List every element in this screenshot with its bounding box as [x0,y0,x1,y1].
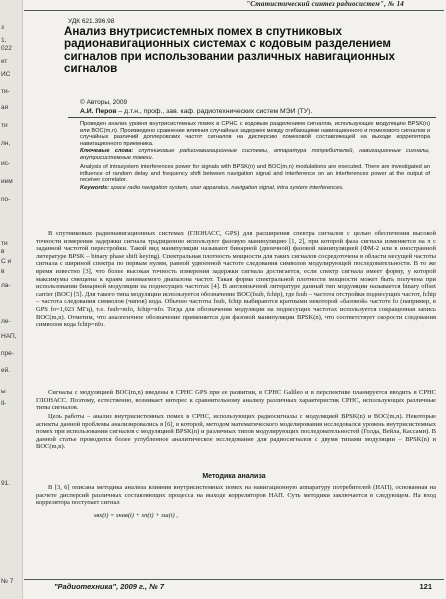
margin-fragment: з [1,24,4,31]
author-name: А.И. Перов [80,108,117,115]
keywords-english [80,185,430,192]
paragraph-boc-signals: Сигналы с модуляцией BOC(m,n) введены в СРНС GPS при ее развитии, в СРНС Galileo и в перспективе планируется вводить в СРНС ГЛОНАСС. Поэтому, естественно, возникает интерес к сравнительному анализу различных характеристик СРНС, использующих различные типы сигналов. [36,389,436,412]
keywords-russian-text: спутниковые радионавигационные системы, аппаратура потребителей, навигационные сигналы, внутрисистемные помехи. [80,148,430,161]
udc-code: УДК 621.396.98 [68,18,115,25]
margin-fragment: пре- [1,350,14,357]
margin-fragment: С и [1,258,12,265]
margin-fragment: лн, [1,140,11,147]
paragraph-method: В [3, 6] описана методика анализа влияния внутрисистемных помех на навигационную аппаратуру потребителей (НАП), основанная на расчете дисперсий различных составляющих процесса на выходе корреляторов НАП. Суть методики заключается в следующем. На вход коррелятора поступает сигнал [36,484,436,507]
margin-fragment: ИС [1,71,11,78]
margin-fragment: ис- [1,160,11,167]
margin-fragment: ая [1,104,9,111]
abstract-russian: Проведен анализ уровня внутрисистемных помех в СРНС с кодовым разделением сигналов, использующих модуляцию BPSK(n) или BOC(m,n). Произведено сравнение влияния случайных задержек между огибающими навигационного и помехового сигналов и случайных различий доплеровских частот сигналов на дисперсию помеховой составляющей на выходе коррелятора навигационного приемника. [80,121,430,147]
margin-fragment: ием [1,178,13,185]
keywords-english-label: Keywords: [80,185,110,191]
article-title: Анализ внутрисистемных помех в спутниковых радионавигационных системах с кодовым разделением сигналов при использовании различных навигационных сигналов [64,25,395,76]
keywords-russian-label: Ключевые слова: [80,148,134,154]
paragraph-goal: Цель работы – анализ внутрисистемных помех в СРНС, использующих радиосигналы с модуляцией BPSK(n) и BOC(m,n). Некоторые аспекты данной проблемы анализировались в [6], в которой, методом математического моделирования исследовался уровень внутрисистемных помех при использовании сигналов с модуляцией BPSK(n) и различных типов модулирующих последовательностей (Голда, Вейла, Кассами). В данной статье проводится более углубленное аналитическое исследование для радиосигналов с двумя типами модуляции – BPSK(n) и BOC(m,n). [36,413,436,451]
margin-fragment: ы [1,388,6,395]
keywords-russian [80,148,430,161]
author-description: – д.т.н., проф., зав. каф. радиотехнических систем МЭИ (ТУ). [116,108,313,115]
margin-fragment: в [1,268,5,275]
formula-input-signal: sвх(t) = sнав(t) + sп(t) + sш(t) , [94,512,178,519]
margin-fragment: 91. [1,480,11,487]
margin-fragment: ей. [1,367,11,374]
paragraph-intro: В спутниковых радионавигационных системах (ГЛОНАСС, GPS) для расширения спектра сигналов с целью обеспечения высокой точности измерения задержки сигнала традиционно используют фазовую манипуляцию [1, 2], при которой фаза сигнала изменяется на π с заданной частотой перестройки. Такой вид манипуляции называют бинарной (двоичной) фазовой манипуляцией (ФМ-2 или в иностранной литературе BPSK – binary phase shift keying). Спектральная плотность мощности для таких сигналов сосредоточена в области несущей частоты сигнала с шириной спектра по первым нулям, равной удвоенной частоте следования символов модулирующей последовательности. В то же время известно [3], что более высокая точность измерения задержки сигнала достигается, если спектр сигнала имеет форму, у которой максимумы смещены к краям занимаемого диапазона частот. Такая форма спектральной плотности мощности может быть получена при использовании бинарной модуляции на поднесущих частотах [4]. В англоязычной литературе данный тип модуляции называется binary offset carrier (BOC) [5]. Для такого типа модуляции используется обозначение BOC(fsub, fchip), где fsub – частота отстройки поднесущих частот, fchip – частота следования символов (чипов) кода. Обычно частоты fsub, fchip выбираются кратными некоторой «базовой» частоте fo (например, в GPS fo=1,023 МГц), т.е. fsub=mfo, fchip=nfo. Тогда для обозначения модуляции на поднесущих частотах используется сокращенная запись BOC(m,n). Отметим, что аналогичное обозначение применяется для фазовой манипуляции BPSK(n), что соответствует скорости следования символов кода fchip=nfo. [36,230,436,329]
previous-page-margin [0,0,23,599]
journal-page [24,0,444,599]
margin-fragment: ти [1,122,8,129]
margin-fragment: в [1,248,5,255]
divider [68,117,436,118]
margin-fragment: ле- [1,318,11,325]
section-heading: Методика анализа [202,473,266,480]
margin-fragment: ла- [1,282,11,289]
margin-fragment: 022 [1,45,12,52]
margin-fragment: НАП, [1,333,17,340]
margin-fragment: ти [1,240,8,247]
footer-divider [24,579,444,580]
margin-fragment: Il- [1,400,7,407]
margin-fragment: по- [1,196,11,203]
running-header-journal: "Статистический синтез радиосистем", № 14 [246,0,404,8]
footer-journal: "Радиотехника", 2009 г., № 7 [54,582,165,591]
keywords-english-text: space radio navigation system, user apparatus, navigation signal, intra system interferences. [109,185,344,191]
margin-fragment: ет [1,58,8,65]
copyright: © Авторы, 2009 [80,99,128,106]
running-header [24,0,444,11]
page-number: 121 [419,582,432,591]
abstract-english: Analysis of intrasystem interferences power for signals with BPSK(n) and BOC(m,n) modulations are executed. There are investigated an influence of random delay and frequency shift between navigation signal and interference on an interferences power at the output of receiver correlator. [80,164,430,184]
margin-fragment: 1, [1,37,7,44]
margin-fragment: ти- [1,88,10,95]
author-line [80,108,312,115]
margin-fragment: № 7 [1,578,14,585]
